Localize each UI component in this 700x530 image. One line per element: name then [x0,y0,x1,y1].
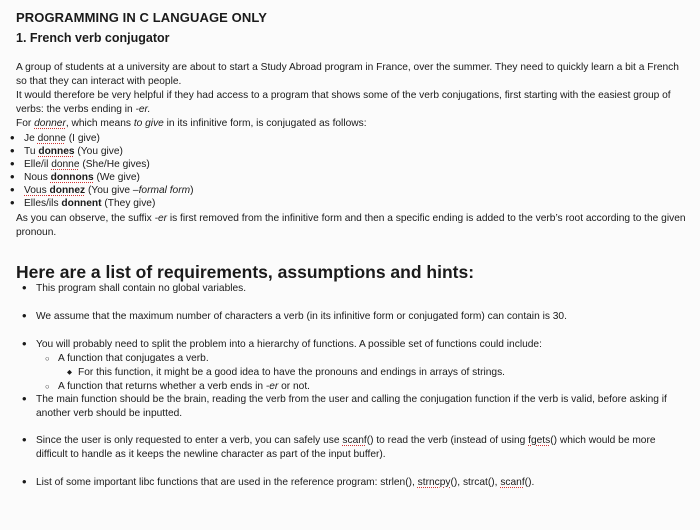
requirement-item: • We assume that the maximum number of characters a verb (in its infinitive form or conjugated form) can contain is 30. [36,310,676,324]
requirement-subitem: ○ A function that returns whether a verb ends in -er or not. [58,380,310,393]
conjugation-item: • Elle/il donne (She/He gives) [24,158,150,171]
conjugation-item: • Je donne (I give) [24,132,100,145]
conjugation-item: • Elles/ils donnent (They give) [24,197,155,210]
section-title: 1. French verb conjugator [16,31,170,45]
requirement-item: • This program shall contain no global variables. [36,282,676,296]
conjugation-item: • Nous donnons (We give) [24,171,140,184]
intro-paragraph-2: It would therefore be very helpful if they had access to a program that shows some of the verb conjugations, first starting with the easiest group of verbs: the verbs ending in -er. [16,90,671,115]
requirements-heading: Here are a list of requirements, assumptions and hints: [16,262,475,282]
requirement-item: • List of some important libc functions that are used in the reference program: strlen(), strncpy(), strcat(), scanf(). [36,476,676,490]
outro-paragraph: As you can observe, the suffix -er is first removed from the infinitive form and then a specific ending is added to the verb’s root according to the given pronoun. [16,213,686,238]
requirement-item: • You will probably need to split the problem into a hierarchy of functions. A possible set of functions could include: [36,338,676,352]
requirement-item: • Since the user is only requested to enter a verb, you can safely use scanf() to read the verb (instead of using fgets() which would be more difficult to handle as it keeps the newline character as part of the input buffer). [36,434,676,461]
conjugation-item: • Vous donnez (You give –formal form) [24,184,194,197]
requirement-item: • The main function should be the brain, reading the verb from the user and calling the conjugation function if the verb is valid, before asking if another verb should be inputted. [36,393,676,420]
intro-paragraph-3: For donner, which means to give in its infinitive form, is conjugated as follows: [16,118,367,129]
conjugation-item: • Tu donnes (You give) [24,145,123,158]
intro-paragraph-1: A group of students at a university are about to start a Study Abroad program in France, over the summer. They need to quickly learn a bit a French so that they can interact with people. [16,62,679,87]
requirement-subsubitem: ◆ For this function, it might be a good idea to have the pronouns and endings in arrays of strings. [78,366,505,379]
page-title: PROGRAMMING IN C LANGUAGE ONLY [16,10,267,25]
requirement-subitem: ○ A function that conjugates a verb. [58,352,209,365]
